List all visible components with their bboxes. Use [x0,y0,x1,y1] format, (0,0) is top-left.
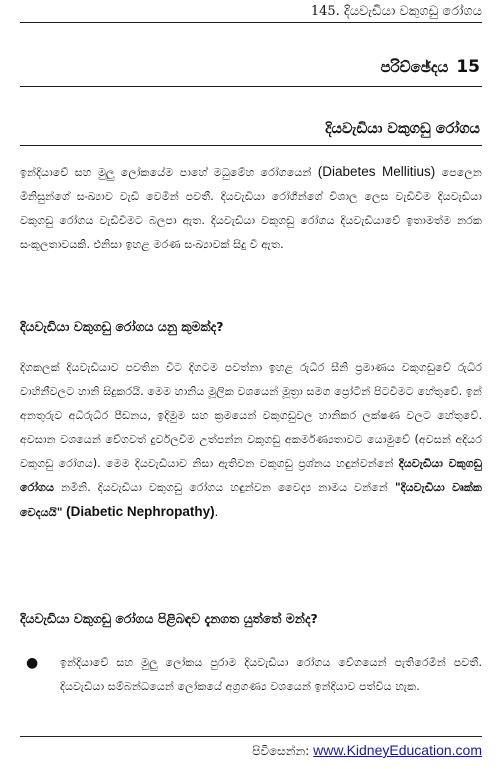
section1-text-4: . [214,506,219,519]
footer [252,742,482,759]
intro-paragraph [20,160,482,257]
section-heading-why-know: දියවැඩියා වකුගඩු රෝගය පිළිබඳව දැනගත යුත්තේ මන්ද? [20,611,318,626]
section1-paragraph [20,356,482,525]
intro-text-1: ඉන්දියාවේ සහ මුලු ලෝකයේම පාහේ මධුමේහ රෝගයෙන් [20,166,318,179]
section1-text-1: දිගකලක් දියවැඩියාව පවතින විට දිගටම පවත්නා ඉහළ රුධිර සීනි ප්‍රමාණය වකුගඩුවේ රුධිර වාහිනීවලට හානි සිදුකරයි. මෙම හානිය මූලික වශයෙන් මූත්‍රා සමග ප්‍රෝටීන් පිටවීමට හේතුවේ. ඉන් අනතුරුව අධිරුධිර පීඩනය, ඉදිමුම සහ ක්‍රමයෙන් වකුගඩුවල හානිකර ලක්ෂණ වලට හේතුවේ. අවසාන වශයෙන් වේගවත් දුර්වලවීම උත්පන්න වකුගඩු අකර්මණ්‍යතාවට යොමුවේ (අවසන් අදියර වකුගඩු රෝගය). මෙම දියවැඩියාව නිසා ඇතිවන වකුගඩු ප්‍රශ්නය හඳුන්වන්නේ [20,361,482,470]
section1-bold-latin-name: (Diabetic Nephropathy) [66,504,215,519]
bullet-icon: ● [26,655,39,671]
chapter-number: 15 [456,57,480,77]
section1-bold-term: දියවැඩියා වකුගඩු රෝගය [20,457,482,494]
website-link[interactable]: www.KidneyEducation.com [313,742,482,758]
chapter-label: පරිච්ඡේදය [380,58,449,76]
running-header: 145. දියවැඩියා වකුගඩු රෝගය [310,4,482,19]
section-heading-what-is: දියවැඩියා වකුගඩු රෝගය යනු කුමක්ද? [20,319,224,334]
footer-label: පිවිසෙන්න: [252,744,314,758]
list-item [20,651,482,699]
chapter-heading [381,57,481,77]
footer-rule [20,736,482,737]
section1-bold-medical-name: "දියවැඩියා වෘක්ක වෙදයයි" [20,481,483,519]
intro-text-2: පෙලෙන මිනිසුන්ගේ සංඛ්‍යාව වැඩි වෙමින් පවතී. දියවැඩියා රෝගීන්ගේ විශාල ලෙස වැඩිවීම දියවැඩියා වකුගඩු රෝගය වැඩිවීමට බලපා ඇත. දියවැඩියා වකුගඩු රෝගය දියවැඩියාවේ ඉතාමත්ම නරක සංකූලතාවයකි. එනිසා ඉහළ මරණ සංඛ්‍යාවක් සිදු වී ඇත. [20,166,482,251]
header-rule [20,22,482,23]
intro-latin-term: (Diabetes Mellitius) [317,164,436,179]
chapter-rule [20,86,482,87]
section1-text-2: නමිනි. දියවැඩියා වකුගඩු රෝගය හඳුන්වන වෛද්‍ය නාමය වන්නේ [54,481,395,494]
page-title: දියවැඩියා වකුගඩු රෝගය [325,121,480,137]
title-rule [20,145,482,146]
list-item-text: ඉන්දියාවේ සහ මුලු ලෝකය පුරාම දියවැඩියා රෝගය වේගයෙන් පැතිරෙමින් පවතී. දියවැඩියා සම්බන්ධයෙන් ලෝකයේ අග්‍රගණ්‍ය වශයෙන් ඉන්දියාව පත්විය හැක. [60,656,482,693]
